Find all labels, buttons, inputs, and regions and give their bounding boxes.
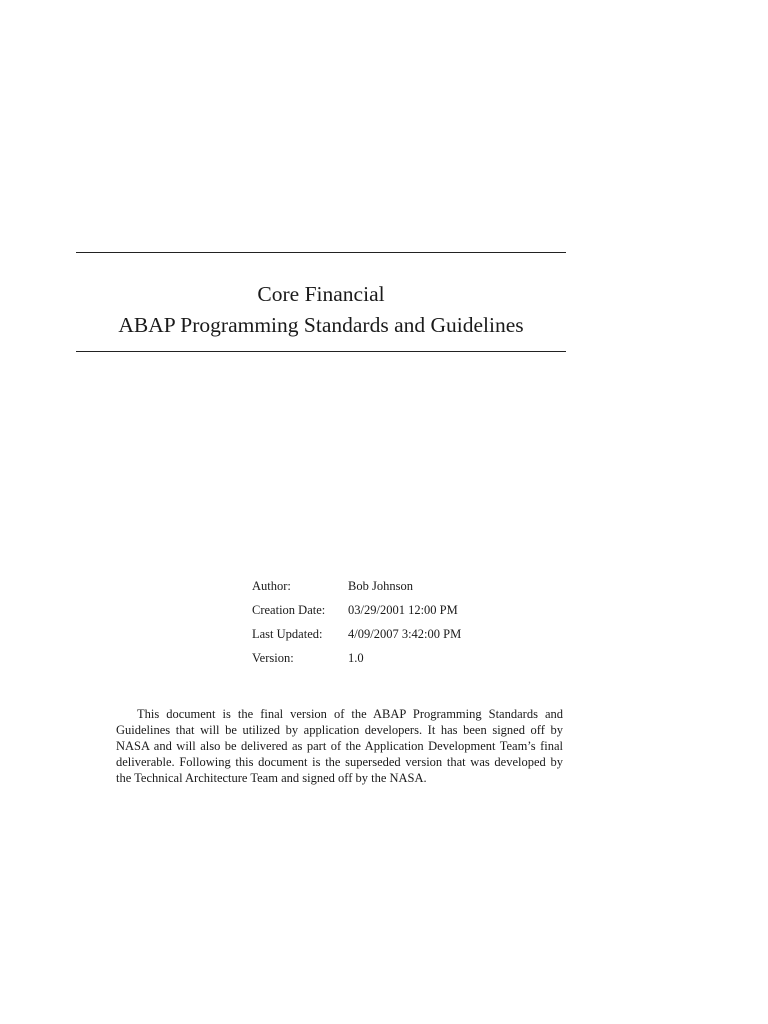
last-updated-value: 4/09/2007 3:42:00 PM (348, 627, 462, 641)
document-metadata (252, 577, 461, 673)
author-value: Bob Johnson (348, 579, 413, 593)
creation-date-label: Creation Date: (252, 603, 326, 617)
title-rule-top (76, 252, 566, 253)
document-title-line2: ABAP Programming Standards and Guidelines (118, 313, 524, 337)
version-value: 1.0 (348, 651, 364, 665)
metadata-row-author (252, 577, 461, 601)
document-title-line1: Core Financial (257, 282, 385, 306)
title-rule-bottom (76, 351, 566, 352)
metadata-row-last-updated (252, 625, 461, 649)
metadata-row-version (252, 649, 461, 673)
version-label: Version: (252, 651, 294, 665)
title-block (76, 279, 566, 341)
metadata-row-creation-date (252, 601, 461, 625)
author-label: Author: (252, 579, 291, 593)
summary-paragraph: This document is the final version of the ABAP Programming Standards and Guidelines that will be utilized by application developers. It has been signed off by NASA and will also be delivered as part of the Application Development Team’s final deliverable. Following this document is the superseded version that was developed by the Technical Architecture Team and signed off by the NASA. (116, 707, 563, 785)
creation-date-value: 03/29/2001 12:00 PM (348, 603, 458, 617)
last-updated-label: Last Updated: (252, 627, 323, 641)
